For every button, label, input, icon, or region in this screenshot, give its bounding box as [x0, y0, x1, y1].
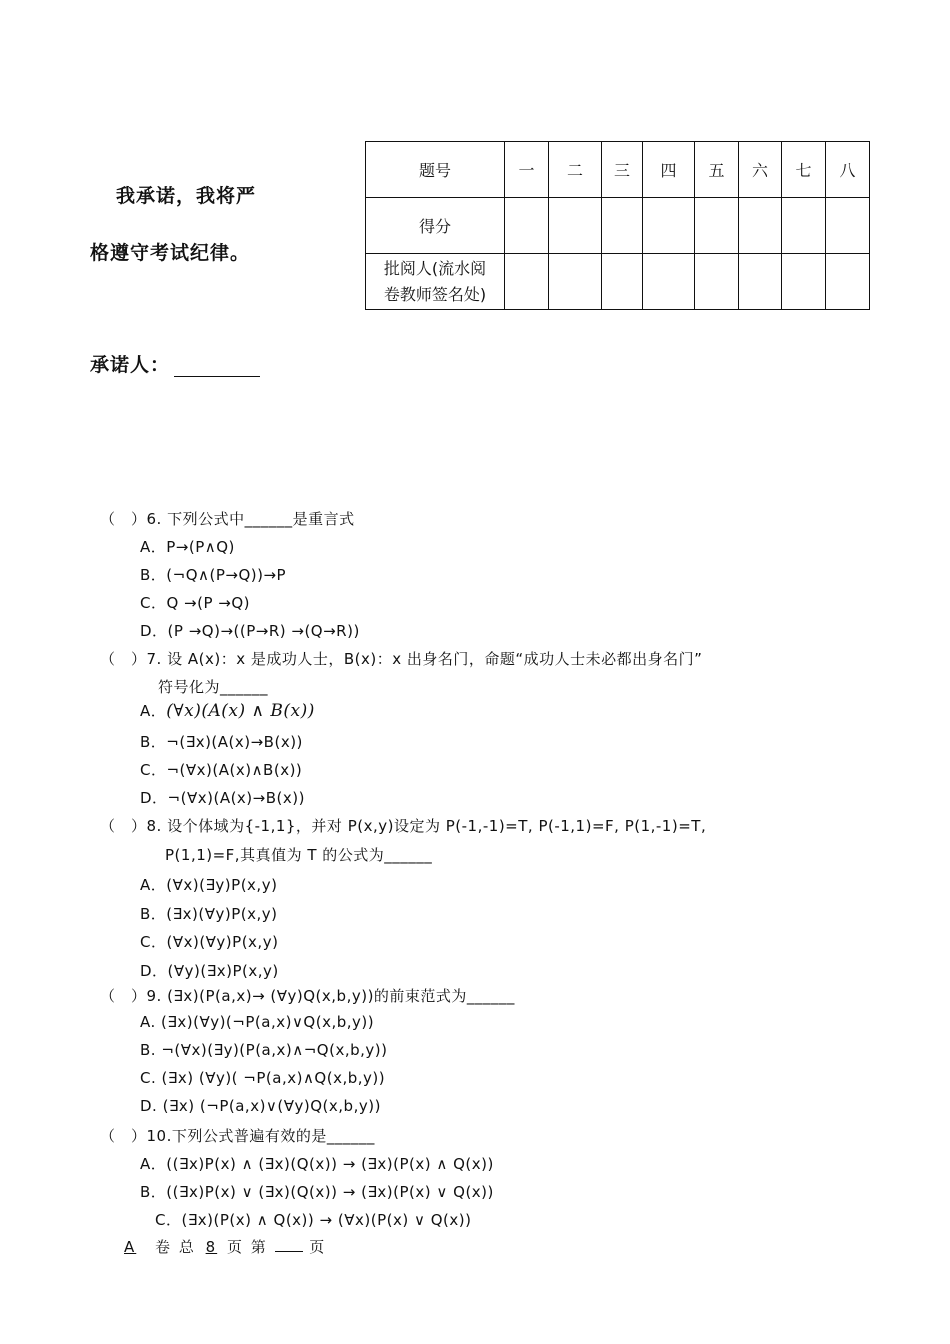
question-6-option-a: A．P→(P∧Q) — [140, 538, 235, 556]
column-header-8: 八 — [826, 142, 870, 198]
reviewer-cell[interactable] — [782, 254, 826, 310]
reviewer-cell[interactable] — [695, 254, 739, 310]
score-cell[interactable] — [505, 198, 549, 254]
footer-text-end: 页 — [309, 1238, 327, 1256]
paper-label: A — [124, 1238, 137, 1256]
question-10-stem: （ ）10.下列公式普遍有效的是______ — [100, 1127, 375, 1145]
question-number-header: 题号 — [366, 142, 505, 198]
score-cell[interactable] — [695, 198, 739, 254]
reviewer-cell[interactable] — [549, 254, 602, 310]
score-cell[interactable] — [782, 198, 826, 254]
question-8-option-a: A．(∀x)(∃y)P(x,y) — [140, 876, 278, 894]
score-cell[interactable] — [826, 198, 870, 254]
column-header-3: 三 — [602, 142, 643, 198]
question-10-option-b: B．((∃x)P(x) ∨ (∃x)(Q(x)) → (∃x)(P(x) ∨ Q(x)) — [140, 1183, 494, 1201]
footer-text-total: 卷 总 — [155, 1238, 196, 1256]
reviewer-header-line-1: 批阅人(流水阅 — [383, 258, 487, 278]
question-9-option-d: D. (∃x) (¬P(a,x)∨(∀y)Q(x,b,y)) — [140, 1097, 381, 1115]
pledge-line-2: 格遵守考试纪律。 — [90, 242, 251, 264]
question-8-option-b: B．(∃x)(∀y)P(x,y) — [140, 905, 278, 923]
reviewer-cell[interactable] — [739, 254, 782, 310]
signer-row — [90, 350, 260, 377]
reviewer-cell[interactable] — [505, 254, 549, 310]
score-cell[interactable] — [602, 198, 643, 254]
question-10-option-c: C．(∃x)(P(x) ∧ Q(x)) → (∀x)(P(x) ∨ Q(x)) — [155, 1211, 472, 1229]
question-7-option-a — [140, 700, 315, 721]
score-cell[interactable] — [643, 198, 695, 254]
question-7-stem-cont: 符号化为______ — [158, 678, 269, 696]
question-9-option-b: B. ¬(∀x)(∃y)(P(a,x)∧¬Q(x,b,y)) — [140, 1041, 388, 1059]
reviewer-header — [366, 254, 505, 310]
question-7-stem: （ ）7. 设 A(x)：x 是成功人士，B(x)：x 出身名门，命题“成功人士未必都出身名门” — [100, 650, 703, 668]
question-7-option-b: B．¬(∃x)(A(x)→B(x)) — [140, 733, 303, 751]
table-row-scores — [366, 198, 870, 254]
score-cell[interactable] — [549, 198, 602, 254]
column-header-2: 二 — [549, 142, 602, 198]
table-row-question-numbers — [366, 142, 870, 198]
question-8-stem: （ ）8. 设个体域为{-1,1}，并对 P(x,y)设定为 P(-1,-1)=T, P(-1,1)=F, P(1,-1)=T, — [100, 817, 707, 835]
question-8-option-c: C．(∀x)(∀y)P(x,y) — [140, 933, 279, 951]
page-footer — [120, 1236, 326, 1257]
question-8-stem-cont: P(1,1)=F,其真值为 T 的公式为______ — [165, 846, 433, 864]
question-9-option-a: A. (∃x)(∀y)(¬P(a,x)∨Q(x,b,y)) — [140, 1013, 375, 1031]
column-header-5: 五 — [695, 142, 739, 198]
column-header-6: 六 — [739, 142, 782, 198]
reviewer-cell[interactable] — [643, 254, 695, 310]
column-header-7: 七 — [782, 142, 826, 198]
question-7-option-a-formula: (∀x)(A(x) ∧ B(x)) — [166, 701, 315, 721]
column-header-1: 一 — [505, 142, 549, 198]
page-number-blank[interactable] — [275, 1237, 303, 1252]
score-header: 得分 — [366, 198, 505, 254]
question-6-option-b: B．(¬Q∧(P→Q))→P — [140, 566, 287, 584]
question-9-option-c: C. (∃x) (∀y)( ¬P(a,x)∧Q(x,b,y)) — [140, 1069, 386, 1087]
question-7-option-a-label: A． — [140, 702, 167, 720]
table-row-reviewers — [366, 254, 870, 310]
signer-label: 承诺人： — [90, 354, 171, 376]
question-7-option-d: D．¬(∀x)(A(x)→B(x)) — [140, 789, 305, 807]
question-10-option-a: A．((∃x)P(x) ∧ (∃x)(Q(x)) → (∃x)(P(x) ∧ Q(x)) — [140, 1155, 494, 1173]
score-table — [365, 141, 870, 310]
total-pages: 8 — [205, 1238, 218, 1256]
question-6-option-d: D．(P →Q)→((P→R) →(Q→R)) — [140, 622, 360, 640]
question-8-option-d: D．(∀y)(∃x)P(x,y) — [140, 962, 279, 980]
question-6-option-c: C．Q →(P →Q) — [140, 594, 251, 612]
question-7-option-c: C．¬(∀x)(A(x)∧B(x)) — [140, 761, 303, 779]
reviewer-cell[interactable] — [826, 254, 870, 310]
question-6-stem: （ ）6. 下列公式中______是重言式 — [100, 510, 355, 528]
reviewer-cell[interactable] — [602, 254, 643, 310]
pledge-line-1: 我承诺，我将严 — [116, 185, 257, 207]
score-cell[interactable] — [739, 198, 782, 254]
reviewer-header-line-2: 卷教师签名处) — [383, 284, 487, 304]
question-9-stem: （ ）9. (∃x)(P(a,x)→ (∀y)Q(x,b,y))的前束范式为______ — [100, 987, 515, 1005]
column-header-4: 四 — [643, 142, 695, 198]
signer-blank[interactable] — [174, 356, 260, 377]
footer-text-page: 页 第 — [226, 1238, 268, 1256]
